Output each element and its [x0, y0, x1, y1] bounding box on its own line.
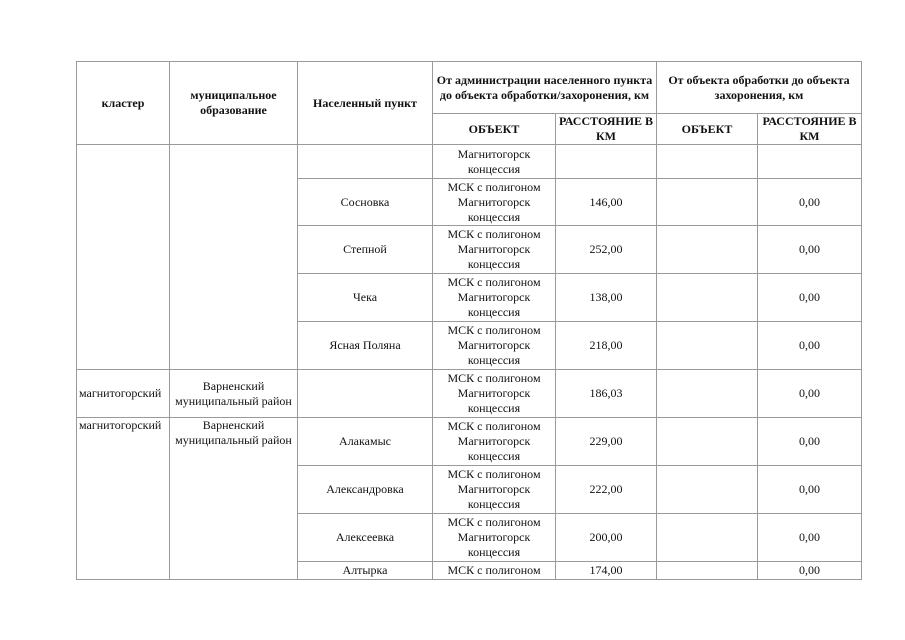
cell-object-2 — [657, 274, 758, 322]
cell-distance: 222,00 — [556, 466, 657, 514]
cell-distance-2: 0,00 — [758, 322, 862, 370]
cell-municipality: Варненский муниципальный район — [170, 418, 298, 580]
header-from-admin: От администрации населенного пункта до объекта обработки/захоронения, км — [433, 62, 657, 114]
cell-distance-2: 0,00 — [758, 514, 862, 562]
header-distance-1: РАССТОЯНИЕ В КМ — [556, 114, 657, 145]
cell-settlement — [298, 145, 433, 179]
cell-distance: 146,00 — [556, 179, 657, 226]
cell-object: МСК с полигоном Магнитогорск концессия — [433, 418, 556, 466]
cell-object-2 — [657, 514, 758, 562]
cell-settlement: Чека — [298, 274, 433, 322]
cell-distance: 200,00 — [556, 514, 657, 562]
cell-settlement: Степной — [298, 226, 433, 274]
header-object-1: ОБЪЕКТ — [433, 114, 556, 145]
cell-object: МСК с полигоном Магнитогорск концессия — [433, 322, 556, 370]
cell-distance: 252,00 — [556, 226, 657, 274]
cell-object-2 — [657, 418, 758, 466]
cell-object-2 — [657, 562, 758, 580]
cell-distance-2: 0,00 — [758, 274, 862, 322]
cell-distance: 218,00 — [556, 322, 657, 370]
table-row — [77, 418, 862, 466]
cell-distance-2: 0,00 — [758, 562, 862, 580]
cell-distance-2: 0,00 — [758, 466, 862, 514]
table-row — [77, 145, 862, 179]
cell-settlement: Алтырка — [298, 562, 433, 580]
cell-object: МСК с полигоном Магнитогорск концессия — [433, 179, 556, 226]
cell-object-2 — [657, 145, 758, 179]
header-distance-2: РАССТОЯНИЕ В КМ — [758, 114, 862, 145]
cell-municipality — [170, 145, 298, 370]
cell-object: МСК с полигоном Магнитогорск концессия — [433, 226, 556, 274]
cell-settlement: Алексеевка — [298, 514, 433, 562]
cell-object: Магнитогорск концессия — [433, 145, 556, 179]
cell-distance: 186,03 — [556, 370, 657, 418]
cell-distance-2: 0,00 — [758, 226, 862, 274]
cell-object-2 — [657, 179, 758, 226]
header-object-2: ОБЪЕКТ — [657, 114, 758, 145]
cell-distance-2: 0,00 — [758, 179, 862, 226]
cell-cluster: магнитогорский — [77, 370, 170, 418]
table-row — [77, 370, 862, 418]
cell-settlement: Александровка — [298, 466, 433, 514]
cell-distance: 138,00 — [556, 274, 657, 322]
cell-cluster: магнитогорский — [77, 418, 170, 580]
cell-object: МСК с полигоном Магнитогорск концессия — [433, 466, 556, 514]
header-municipality: муниципальное образование — [170, 62, 298, 145]
cell-object: МСК с полигоном — [433, 562, 556, 580]
distance-table — [76, 61, 862, 580]
cell-object-2 — [657, 322, 758, 370]
cell-object: МСК с полигоном Магнитогорск концессия — [433, 514, 556, 562]
cell-cluster — [77, 145, 170, 370]
cell-distance: 229,00 — [556, 418, 657, 466]
cell-object-2 — [657, 466, 758, 514]
header-from-object: От объекта обработки до объекта захоронения, км — [657, 62, 862, 114]
cell-distance: 174,00 — [556, 562, 657, 580]
cell-settlement: Сосновка — [298, 179, 433, 226]
cell-settlement: Алакамыс — [298, 418, 433, 466]
cell-object: МСК с полигоном Магнитогорск концессия — [433, 370, 556, 418]
cell-object-2 — [657, 226, 758, 274]
cell-municipality: Варненский муниципальный район — [170, 370, 298, 418]
cell-settlement: Ясная Поляна — [298, 322, 433, 370]
cell-object-2 — [657, 370, 758, 418]
cell-distance-2: 0,00 — [758, 418, 862, 466]
cell-distance-2: 0,00 — [758, 370, 862, 418]
cell-distance — [556, 145, 657, 179]
header-settlement: Населенный пункт — [298, 62, 433, 145]
cell-object: МСК с полигоном Магнитогорск концессия — [433, 274, 556, 322]
cell-distance-2 — [758, 145, 862, 179]
cell-settlement — [298, 370, 433, 418]
header-cluster: кластер — [77, 62, 170, 145]
